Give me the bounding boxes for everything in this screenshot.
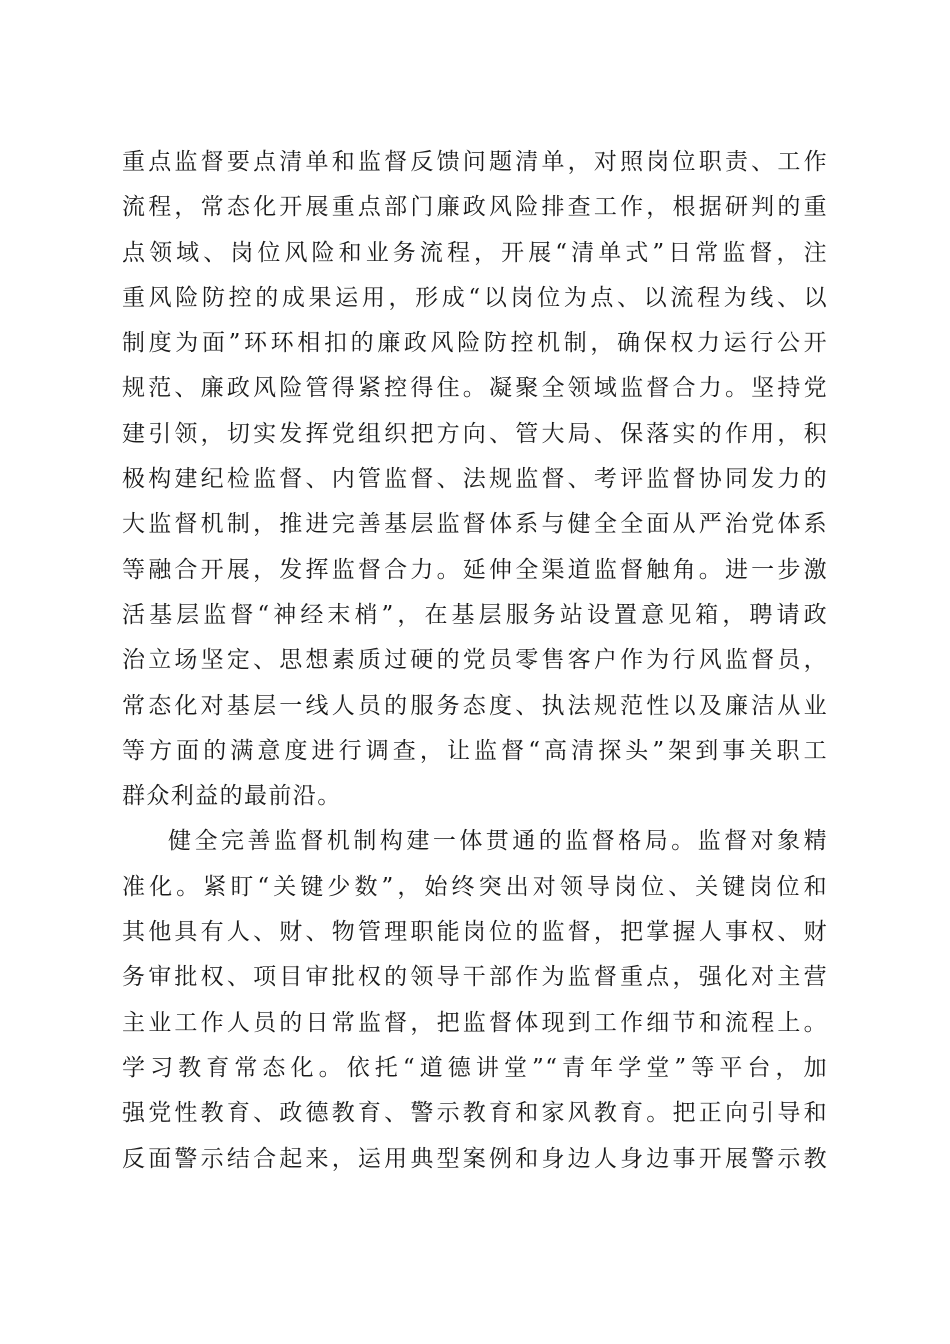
text-line: 极构建纪检监督、内管监督、法规监督、考评监督协同发力的 xyxy=(122,466,828,493)
text-line: 主业工作人员的日常监督，把监督体现到工作细节和流程上。 xyxy=(122,1009,828,1036)
text-line: 等融合开展，发挥监督合力。延伸全渠道监督触角。进一步激 xyxy=(122,556,828,583)
text-line: 重风险防控的成果运用，形成“以岗位为点、以流程为线、以 xyxy=(122,284,828,311)
text-line: 群众利益的最前沿。 xyxy=(122,783,342,810)
text-line: 学习教育常态化。依托“道德讲堂”“青年学堂”等平台，加 xyxy=(122,1054,828,1081)
text-line: 准化。紧盯“关键少数”，始终突出对领导岗位、关键岗位和 xyxy=(122,873,828,900)
document-body xyxy=(122,140,828,1182)
text-line: 反面警示结合起来，运用典型案例和身边人身边事开展警示教 xyxy=(122,1145,828,1172)
text-line: 规范、廉政风险管得紧控得住。凝聚全领域监督合力。坚持党 xyxy=(122,375,828,402)
text-line: 制度为面”环环相扣的廉政风险防控机制，确保权力运行公开 xyxy=(122,330,828,357)
text-line: 其他具有人、财、物管理职能岗位的监督，把掌握人事权、财 xyxy=(122,919,828,946)
text-line: 重点监督要点清单和监督反馈问题清单，对照岗位职责、工作 xyxy=(122,149,828,175)
text-line: 点领域、岗位风险和业务流程，开展“清单式”日常监督，注 xyxy=(122,239,828,266)
text-line: 强党性教育、政德教育、警示教育和家风教育。把正向引导和 xyxy=(122,1100,828,1127)
text-line: 务审批权、项目审批权的领导干部作为监督重点，强化对主营 xyxy=(122,964,828,991)
text-line: 大监督机制，推进完善基层监督体系与健全全面从严治党体系 xyxy=(122,511,828,538)
text-line: 等方面的满意度进行调查，让监督“高清探头”架到事关职工 xyxy=(122,737,828,764)
paragraph-1 xyxy=(122,140,828,819)
text-line: 流程，常态化开展重点部门廉政风险排查工作，根据研判的重 xyxy=(122,194,828,221)
text-line: 建引领，切实发挥党组织把方向、管大局、保落实的作用，积 xyxy=(122,420,828,447)
text-line: 治立场坚定、思想素质过硬的党员零售客户作为行风监督员， xyxy=(122,647,828,674)
text-line: 活基层监督“神经末梢”，在基层服务站设置意见箱，聘请政 xyxy=(122,601,828,628)
text-line: 健全完善监督机制构建一体贯通的监督格局。监督对象精 xyxy=(168,828,828,855)
paragraph-2 xyxy=(122,819,828,1181)
text-line: 常态化对基层一线人员的服务态度、执法规范性以及廉洁从业 xyxy=(122,692,828,719)
